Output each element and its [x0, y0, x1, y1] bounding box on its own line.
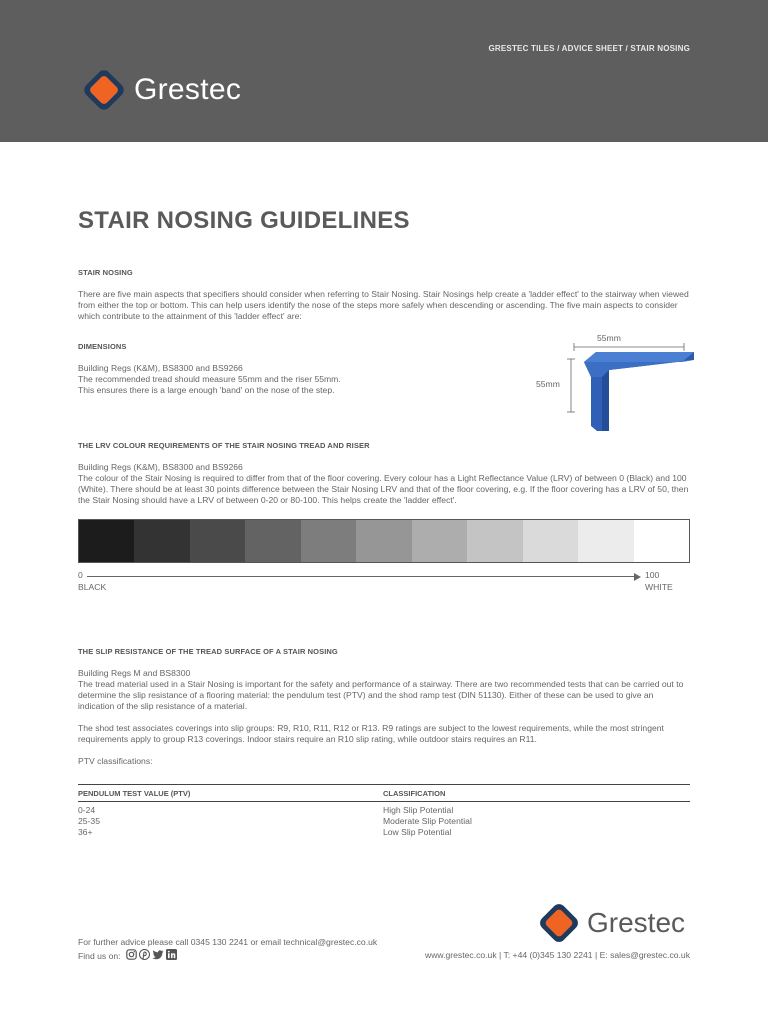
slip-line1: Building Regs M and BS8300 [78, 668, 191, 678]
slip-heading: THE SLIP RESISTANCE OF THE TREAD SURFACE OF A STAIR NOSING [78, 647, 338, 656]
lrv-swatch-5 [356, 520, 411, 562]
scale-max-value: 100 [645, 570, 660, 580]
slip-body1: The tread material used in a Stair Nosing is important for the safety and performance of a stairway. There are two recommended tests that can be carried out to determine the slip resistance of a flooring material: the pendulum test (PTV) and the shod ramp test (DIN 51130). Either of these can be used to give an indication of the slip resistance of a material. [78, 679, 684, 711]
find-us-label: Find us on: [78, 950, 121, 961]
lrv-line1: Building Regs (K&M), BS8300 and BS9266 [78, 462, 243, 472]
table-cell: Low Slip Potential [383, 827, 452, 837]
dimensions-line2: The recommended tread should measure 55mm and the riser 55mm. [78, 374, 341, 384]
column-header-classification: CLASSIFICATION [383, 788, 446, 798]
instagram-icon[interactable] [126, 949, 137, 962]
lrv-swatch-1 [134, 520, 189, 562]
header-bar [0, 0, 768, 142]
grestec-logo-icon [80, 66, 128, 114]
linkedin-icon[interactable] [166, 949, 177, 962]
twitter-icon[interactable] [152, 950, 164, 962]
dimensions-text [78, 363, 498, 396]
table-row [78, 816, 690, 827]
table-cell: 0-24 [78, 805, 96, 815]
footer-logo[interactable] [536, 900, 685, 946]
footer-advice: For further advice please call 0345 130 2241 or email technical@grestec.co.uk [78, 937, 378, 947]
page-title: STAIR NOSING GUIDELINES [78, 207, 410, 234]
lrv-swatch-7 [467, 520, 522, 562]
lrv-swatch-0 [79, 520, 134, 562]
lrv-heading: THE LRV COLOUR REQUIREMENTS OF THE STAIR NOSING TREAD AND RISER [78, 441, 370, 450]
header-logo[interactable] [80, 66, 241, 114]
intro-body: There are five main aspects that specifiers should consider when referring to Stair Nosing. Stair Nosings help create a 'ladder effect' to the stairway when viewed from either the top or bottom. This can help users identify the nose of the steps more safely when descending or ascending. The five main aspects to consider which contribute to the attainment of this 'ladder effect' are: [78, 289, 689, 321]
lrv-swatch-3 [245, 520, 300, 562]
lrv-swatch-8 [523, 520, 578, 562]
table-row [78, 827, 690, 838]
table-row [78, 805, 690, 816]
footer-contact[interactable]: www.grestec.co.uk | T: +44 (0)345 130 2241 | E: sales@grestec.co.uk [424, 950, 690, 960]
logo-wordmark: Grestec [134, 73, 242, 106]
lrv-swatch-4 [301, 520, 356, 562]
footer-social [78, 949, 179, 962]
lrv-swatch-10 [634, 520, 689, 562]
scale-min-value: 0 [78, 570, 83, 580]
dimensions-line3: This ensures there is a large enough 'band' on the nose of the step. [78, 385, 335, 395]
table-cell: High Slip Potential [383, 805, 454, 815]
table-cell: 25-35 [78, 816, 100, 826]
scale-min-label: BLACK [78, 582, 107, 592]
pinterest-icon[interactable] [139, 949, 150, 962]
scale-max-label: WHITE [645, 582, 673, 592]
table-cell: 36+ [78, 827, 93, 837]
dimensions-line1: Building Regs (K&M), BS8300 and BS9266 [78, 363, 243, 373]
breadcrumb: GRESTEC TILES / ADVICE SHEET / STAIR NOSING [488, 44, 690, 53]
slip-body2: The shod test associates coverings into slip groups: R9, R10, R11, R12 or R13. R9 ratings are subject to the lowest requirements, while the most stringent requirements apply to group R13 coverings. Indoor stairs require an R10 slip rating, while outdoor stairs requires an R11. [78, 723, 664, 744]
column-header-ptv: PENDULUM TEST VALUE (PTV) [78, 788, 191, 798]
lrv-swatch-2 [190, 520, 245, 562]
grestec-logo-icon [536, 900, 582, 946]
lrv-colour-scale [78, 519, 690, 563]
table-cell: Moderate Slip Potential [383, 816, 472, 826]
arrow-right-icon [634, 573, 641, 581]
footer-logo-wordmark: Grestec [587, 907, 686, 938]
lrv-scale-arrow [87, 576, 635, 577]
stair-nosing-diagram [534, 330, 699, 438]
intro-heading: STAIR NOSING [78, 268, 133, 277]
lrv-swatch-6 [412, 520, 467, 562]
ptv-table [78, 784, 690, 838]
dimensions-heading: DIMENSIONS [78, 342, 127, 351]
ptv-label: PTV classifications: [78, 756, 153, 766]
tread-dimension-label: 55mm [597, 333, 621, 343]
riser-dimension-label: 55mm [536, 379, 560, 389]
table-header [78, 785, 690, 802]
lrv-swatch-9 [578, 520, 633, 562]
lrv-body: The colour of the Stair Nosing is required to differ from that of the floor covering. Every colour has a Light Reflectance Value (LRV) of between 0 (Black) and 100 (White). There should be at least 30 points difference between the Stair Nosing LRV and that of the floor covering, e.g. If the floor covering has a LRV of 50, then the Stair Nosing should have a LRV of between 0-20 or 80-100. This helps create the 'ladder effect'. [78, 473, 689, 505]
